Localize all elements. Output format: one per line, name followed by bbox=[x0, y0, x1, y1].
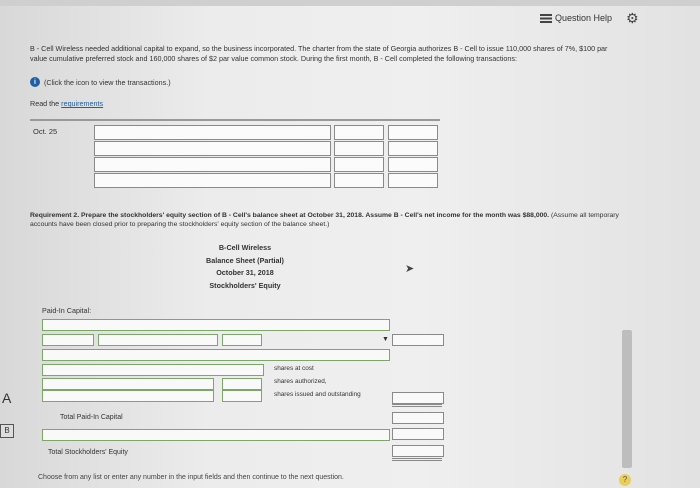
problem-text: B - Cell Wireless needed additional capital to expand, so the business incorporated. The charter from the state of Georgia authorizes B - Cell to issue 110,000 shares of 7%, $100 par value cumulative preferred stock and 160,000 shares of $2 par value common stock. During the first month, B - Cell completed the following transactions: bbox=[30, 44, 608, 63]
top-strip bbox=[0, 0, 700, 6]
statement-title: Balance Sheet (Partial) bbox=[206, 255, 284, 265]
debit-input-1[interactable] bbox=[334, 125, 384, 140]
debit-input-3[interactable] bbox=[334, 157, 384, 172]
total-double-rule bbox=[392, 458, 442, 461]
credit-input-3[interactable] bbox=[388, 157, 438, 172]
info-icon[interactable]: i bbox=[30, 77, 40, 87]
gear-icon[interactable]: ⚙ bbox=[626, 10, 639, 26]
common-stock-total-input[interactable] bbox=[392, 392, 444, 404]
journal-date: Oct. 25 bbox=[33, 127, 58, 136]
question-help-label: Question Help bbox=[555, 13, 613, 23]
credit-input-1[interactable] bbox=[388, 125, 438, 140]
common-shares-issued-input[interactable] bbox=[222, 390, 262, 402]
total-stockholders-equity-input[interactable] bbox=[392, 445, 444, 457]
debit-input-2[interactable] bbox=[334, 141, 384, 156]
side-tab-a: A bbox=[2, 390, 12, 406]
account-select-1[interactable] bbox=[94, 125, 331, 140]
company-name: B-Cell Wireless bbox=[218, 243, 272, 252]
preferred-shares-input[interactable] bbox=[42, 334, 94, 346]
requirement-2-rest: (Assume all temporary accounts have been closed prior to preparing the stockholders' equity section of the balance sheet.) bbox=[30, 212, 619, 228]
section-title: Stockholders' Equity bbox=[209, 280, 281, 290]
preferred-description-input[interactable] bbox=[98, 334, 218, 346]
mouse-cursor-icon: ➤ bbox=[405, 263, 415, 275]
total-paid-in-capital-label: Total Paid-In Capital bbox=[60, 414, 123, 421]
vertical-scrollbar[interactable] bbox=[622, 330, 632, 468]
journal-entry-table bbox=[30, 119, 440, 195]
transactions-info-row[interactable] bbox=[30, 77, 171, 87]
balance-sheet-heading bbox=[170, 242, 320, 292]
preferred-total-input[interactable] bbox=[392, 334, 444, 346]
subtotal-rule bbox=[392, 404, 442, 407]
total-stockholders-equity-label: Total Stockholders' Equity bbox=[48, 449, 128, 456]
list-icon bbox=[540, 14, 552, 23]
read-requirements bbox=[30, 99, 103, 108]
common-stock-description-select[interactable] bbox=[42, 349, 390, 361]
statement-date: October 31, 2018 bbox=[216, 268, 274, 277]
shares-authorized-label: shares authorized, bbox=[274, 378, 327, 385]
question-help-button[interactable] bbox=[540, 13, 612, 23]
account-select-3[interactable] bbox=[94, 157, 331, 172]
common-shares-authorized-input[interactable] bbox=[222, 378, 262, 390]
account-select-2[interactable] bbox=[94, 141, 331, 156]
common-detail-input-3[interactable] bbox=[42, 390, 214, 402]
paid-in-capital-label: Paid-In Capital: bbox=[42, 306, 92, 315]
read-prefix: Read the bbox=[30, 99, 62, 108]
side-tab-b: B bbox=[0, 424, 14, 438]
shares-issued-label: shares issued and outstanding bbox=[274, 391, 361, 398]
requirements-link[interactable]: requirements bbox=[61, 99, 104, 108]
chevron-down-icon[interactable]: ▼ bbox=[382, 336, 389, 343]
retained-earnings-select[interactable] bbox=[42, 429, 390, 441]
help-icon[interactable]: ? bbox=[619, 474, 631, 486]
click-icon-text: (Click the icon to view the transactions.) bbox=[44, 77, 171, 87]
total-paid-in-capital-input[interactable] bbox=[392, 412, 444, 424]
account-select-4[interactable] bbox=[94, 173, 331, 188]
common-detail-input-2[interactable] bbox=[42, 378, 214, 390]
credit-input-2[interactable] bbox=[388, 141, 438, 156]
footer-note: Choose from any list or enter any number in the input fields and then continue to the next question. bbox=[38, 474, 344, 481]
retained-earnings-input[interactable] bbox=[392, 428, 444, 440]
preferred-amount-input[interactable] bbox=[222, 334, 262, 346]
requirement-2-bold: Requirement 2. Prepare the stockholders' equity section of B - Cell's balance sheet at October 31, 2018. Assume B - Cell's net income for the month was $88,000. bbox=[30, 212, 550, 219]
common-detail-input-1[interactable] bbox=[42, 364, 264, 376]
preferred-stock-description-select[interactable] bbox=[42, 319, 390, 331]
credit-input-4[interactable] bbox=[388, 173, 438, 188]
debit-input-4[interactable] bbox=[334, 173, 384, 188]
shares-at-cost-label: shares at cost bbox=[274, 365, 314, 372]
requirement-2-text bbox=[30, 211, 630, 229]
